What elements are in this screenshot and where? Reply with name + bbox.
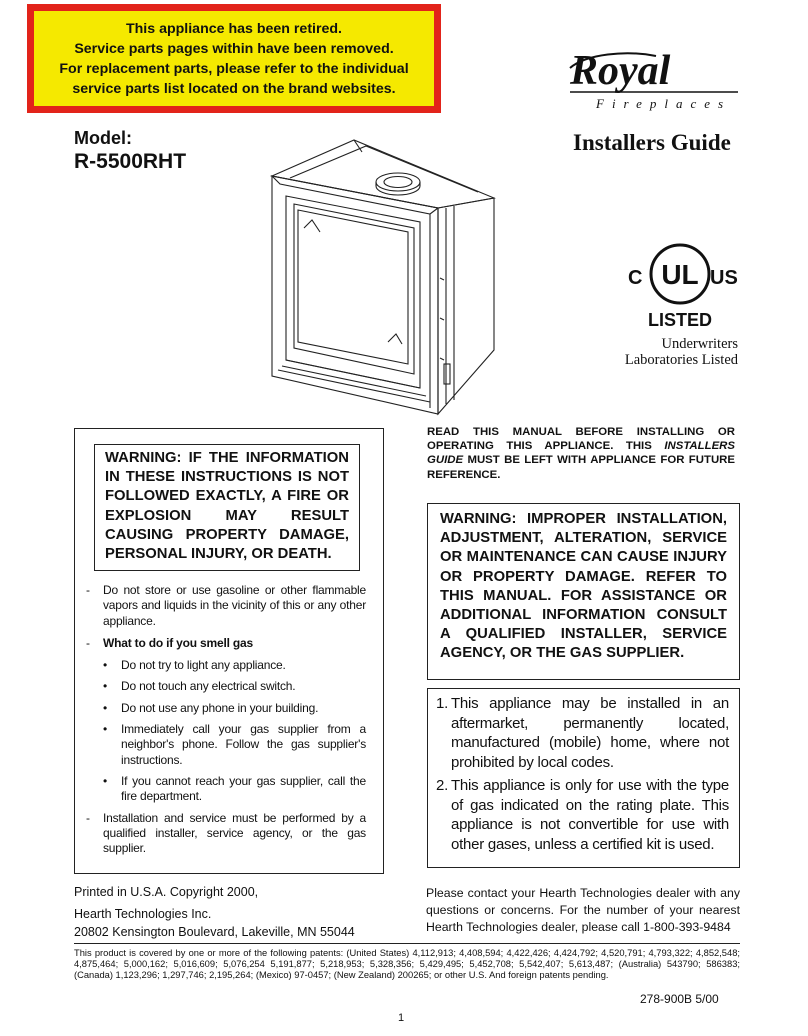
notice-line: For replacement parts, please refer to the individual bbox=[59, 60, 409, 77]
sub-list-item: • Do not touch any electrical switch. bbox=[103, 679, 296, 694]
logo-brand-name: Royal bbox=[570, 48, 671, 94]
ul-caption-line: Laboratories Listed bbox=[624, 352, 738, 368]
sub-list-item: • If you cannot reach your gas supplier, call the fire department. bbox=[103, 773, 366, 804]
guide-title: Installers Guide bbox=[573, 130, 731, 155]
ul-us-letters: US bbox=[710, 267, 738, 289]
page-number: 1 bbox=[398, 1012, 405, 1024]
ul-caption-line: Underwriters bbox=[661, 336, 738, 352]
sub-list-item: • Do not use any phone in your building. bbox=[103, 700, 319, 715]
read-manual-notice: READ THIS MANUAL BEFORE INSTALLING OR OPERATING THIS APPLIANCE. THIS INSTALLERS GUIDE MUST BE LEFT WITH APPLIANCE FOR FUTURE REFERENCE. bbox=[427, 426, 735, 481]
notice-line: Service parts pages within have been removed. bbox=[74, 40, 394, 57]
ul-listed-text: LISTED bbox=[647, 310, 713, 330]
model-number: R-5500RHT bbox=[74, 150, 187, 173]
ul-listed-mark bbox=[622, 240, 738, 330]
smell-gas-heading: What to do if you smell gas bbox=[103, 635, 253, 650]
footer-divider bbox=[74, 943, 740, 944]
patent-notice: This product is covered by one or more of the following patents: (United States) 4,112,913; 4,408,594; 4,422,426; 4,424,792; 4,520,791; 4,793,322; 4,852,548; 4,875,464; 5,000,162; 5,016,609; 5,076,254 5,191,877; 5,218,953; 5,328,356; 5,429,495; 5,452,708; 5,542,407; 5,613,487; (Australia) 543790; 586383; (Canada) 1,123,296; 1,297,746; 2,195,264; (Mexico) 97-0457; (New Zealand) 200265; or other U.S. And foreign patents pending. bbox=[74, 948, 740, 981]
list-item: - What to do if you smell gas bbox=[86, 635, 253, 650]
ul-letters: UL bbox=[661, 259, 699, 290]
fire-warning-box: WARNING: IF THE INFORMATION IN THESE INSTRUCTIONS IS NOT FOLLOWED EXACTLY, A FIRE OR EXPLOSION MAY RESULT CAUSING PROPERTY DAMAGE, PERSONAL INJURY, OR DEATH. bbox=[94, 444, 360, 571]
royal-fireplaces-logo bbox=[566, 44, 742, 114]
gas-safety-list bbox=[86, 583, 366, 863]
fireplace-illustration bbox=[268, 138, 500, 416]
list-item: - Do not store or use gasoline or other flammable vapors and liquids in the vicinity of this or any other appliance. bbox=[86, 583, 366, 628]
ul-caption bbox=[600, 336, 738, 368]
notice-line: This appliance has been retired. bbox=[125, 20, 343, 37]
numbered-item: 1. This appliance may be installed in an aftermarket, permanently located, manufactured (mobile) home, where not prohibited by local codes. bbox=[436, 695, 729, 771]
company-address bbox=[74, 905, 355, 941]
installation-warning-box: WARNING: IMPROPER INSTALLATION, ADJUSTMENT, ALTERATION, SERVICE OR MAINTENANCE CAN CAUSE INJURY OR PROPERTY DAMAGE. REFER TO THIS MANUAL. FOR ASSISTANCE OR ADDITIONAL INFORMATION CONSULT A QUALIFIED INSTALLER, SERVICE AGENCY, OR THE GAS SUPPLIER. bbox=[427, 503, 740, 680]
dealer-contact: Please contact your Hearth Technologies dealer with any questions or concerns. For the number of your nearest Hearth Technologies dealer, please call 1-800-393-9484 bbox=[426, 886, 740, 934]
notice-line: service parts list located on the brand websites. bbox=[72, 80, 396, 97]
company-name: Hearth Technologies Inc. bbox=[74, 907, 212, 921]
retired-notice-text bbox=[34, 11, 434, 106]
ul-c-letter: C bbox=[628, 267, 643, 289]
street-address: 20802 Kensington Boulevard, Lakeville, MN 55044 bbox=[74, 925, 355, 939]
logo-subtitle: Fireplaces bbox=[596, 96, 732, 111]
numbered-item: 2. This appliance is only for use with the type of gas indicated on the rating plate. This appliance is not convertible for use with other gases, unless a certified kit is used. bbox=[436, 777, 729, 853]
list-item: - Installation and service must be performed by a qualified installer, service agency, or the gas supplier. bbox=[86, 810, 366, 856]
sub-list-item: • Do not try to light any appliance. bbox=[103, 658, 286, 673]
document-code: 278-900B 5/00 bbox=[640, 992, 719, 1006]
printed-copyright: Printed in U.S.A. Copyright 2000, bbox=[74, 885, 259, 899]
installation-notes-box bbox=[427, 688, 740, 868]
sub-list-item: • Immediately call your gas supplier from a neighbor's phone. Follow the gas supplier's instructions. bbox=[103, 722, 366, 767]
retired-notice-banner bbox=[27, 4, 441, 113]
model-label: Model: bbox=[74, 128, 132, 148]
